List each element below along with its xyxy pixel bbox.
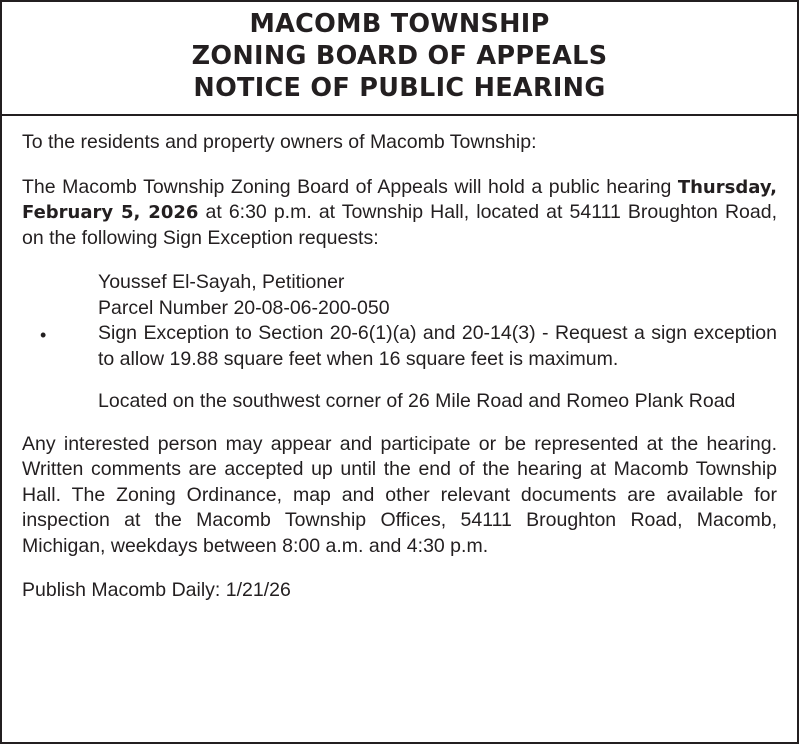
- notice-header: [2, 2, 797, 114]
- petitioner-name: Youssef El-Sayah, Petitioner: [98, 271, 345, 293]
- header-line-board: ZONING BOARD OF APPEALS: [191, 41, 608, 71]
- greeting-text: To the residents and property owners of Macomb Township:: [22, 131, 537, 153]
- notice-body: [2, 116, 797, 604]
- intro-before: The Macomb Township Zoning Board of Appeals will hold a public hearing: [22, 175, 672, 198]
- closing-paragraph: Any interested person may appear and participate or be represented at the hearing. Written comments are accepted up until the end of the hearing at Macomb Township Hall. The Zoning Ordinance, map and other relevant documents are available for inspection at the Macomb Township Offices, 54111 Broughton Road, Macomb, Michigan, weekdays between 8:00 a.m. and 4:30 p.m.: [22, 432, 777, 557]
- header-line-notice: NOTICE OF PUBLIC HEARING: [193, 73, 606, 103]
- sign-exception-request: [22, 270, 777, 372]
- publish-line: Publish Macomb Daily: 1/21/26: [22, 579, 291, 601]
- parcel-number: Parcel Number 20-08-06-200-050: [98, 296, 390, 319]
- header-line-township: MACOMB TOWNSHIP: [249, 9, 550, 39]
- intro-after: at 6:30 p.m. at Township Hall, located at 54111 Broughton Road, on the following Sign Exception requests:: [22, 201, 778, 249]
- bullet-icon: •: [40, 325, 47, 345]
- intro-paragraph: [22, 175, 777, 252]
- request-location: Located on the southwest corner of 26 Mile Road and Romeo Plank Road: [98, 390, 736, 412]
- request-description: Sign Exception to Section 20-6(1)(a) and 20-14(3) - Request a sign exception to allow 19.88 square feet when 16 square feet is maximum.: [98, 322, 777, 370]
- hearing-date: Thursday, February 5, 2026: [22, 176, 777, 223]
